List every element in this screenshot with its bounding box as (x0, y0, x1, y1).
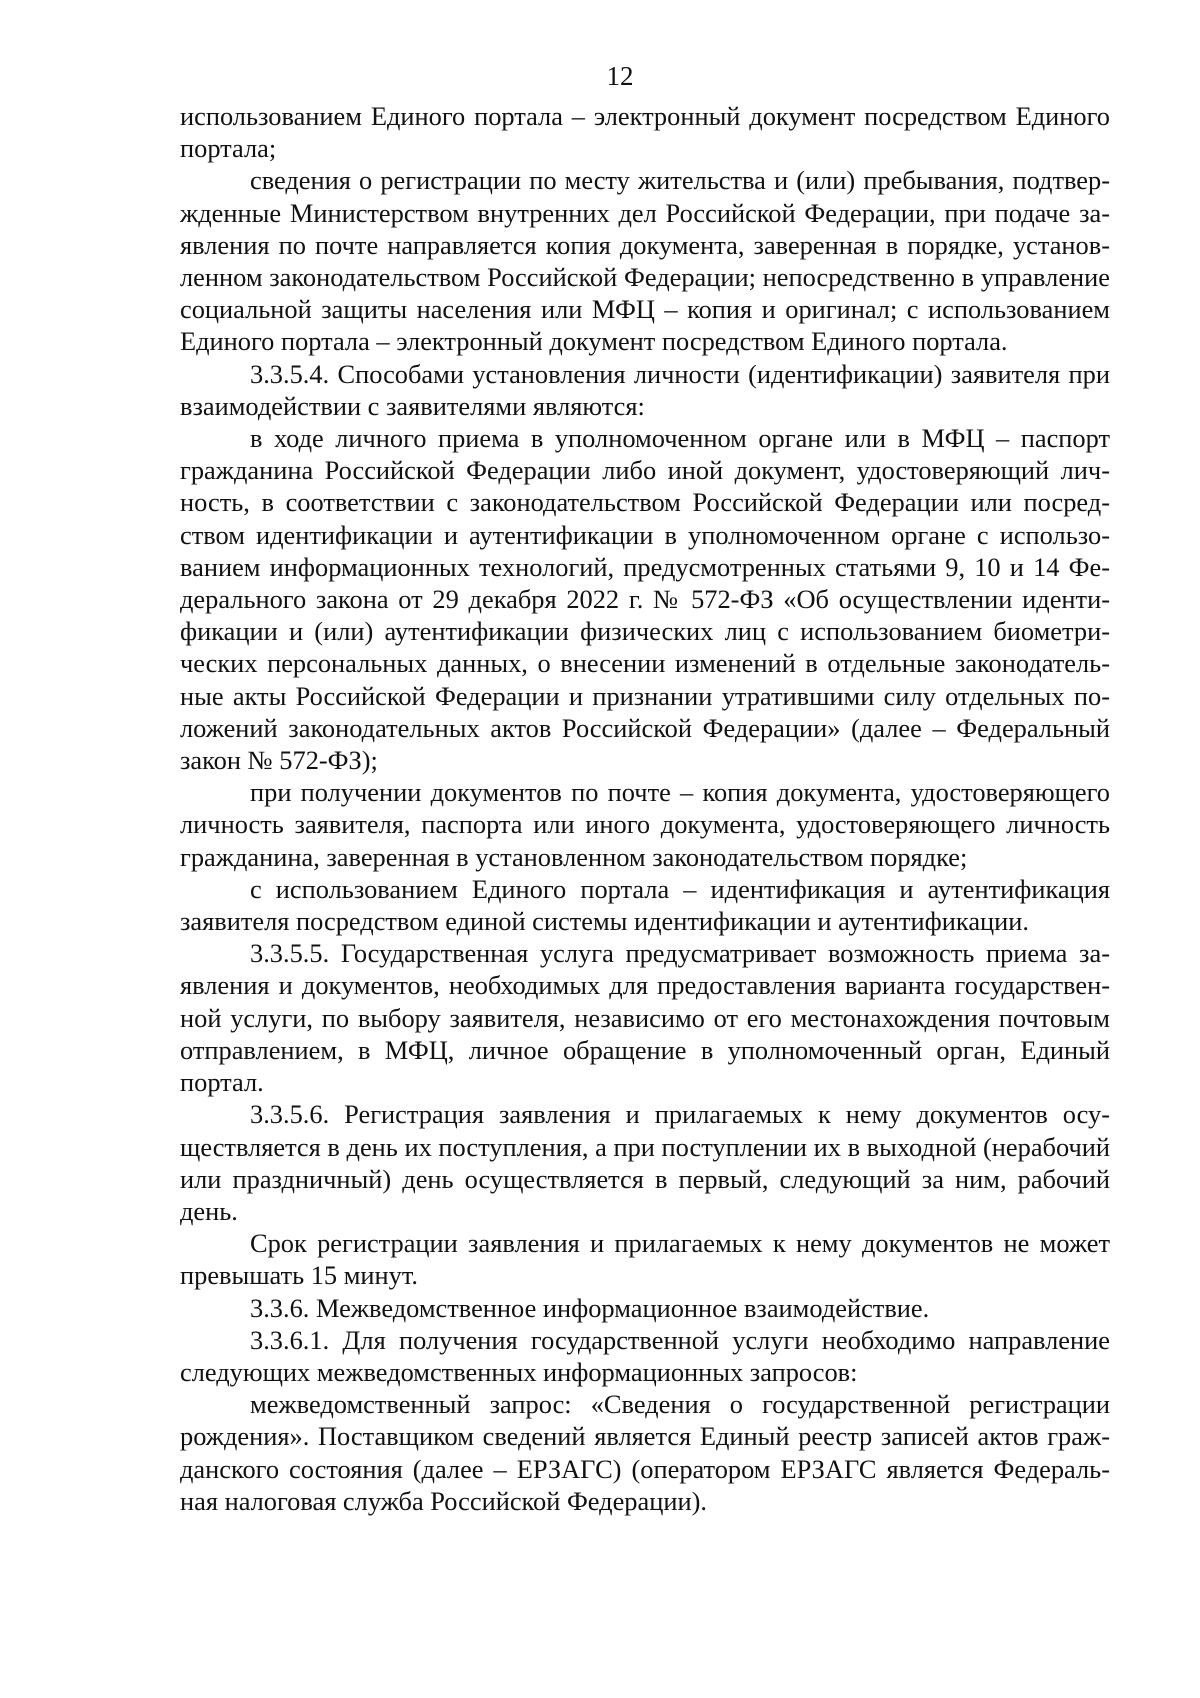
document-body (180, 100, 1110, 1517)
paragraph-10: 3.3.6. Межведомственное информационное взаимодействие. (250, 1292, 930, 1323)
paragraph-7: 3.3.5.5. Государственная услуга предусматривает возможность приема заявления и документов, необходимых для предоставления варианта государственной услуги, по выбору заявителя, независимо от его местонахождения почтовым отправлением, в МФЦ, личное обращение в уполномоченный орган, Единый портал. (180, 938, 1110, 1098)
paragraph-12: межведомственный запрос: «Сведения о государственной регистрации рождения». Поставщиком сведений является Единый реестр записей актов гражданского состояния (далее – ЕРЗАГС) (оператором ЕРЗАГС является Федеральная налоговая служба Российской Федерации). (180, 1389, 1110, 1516)
paragraph-4: в ходе личного приема в уполномоченном органе или в МФЦ – паспорт гражданина Российской Федерации либо иной документ, удостоверяющий личность, в соответствии с законодательством Российской Федерации или посредством идентификации и аутентификации в уполномоченном органе с использованием информационных технологий, предусмотренных статьями 9, 10 и 14 Федерального закона от 29 декабря 2022 г. № 572-ФЗ «Об осуществлении идентификации и (или) аутентификации физических лиц с использованием биометрических персональных данных, о внесении изменений в отдельные законодательные акты Российской Федерации и признании утратившими силу отдельных положений законодательных актов Российской Федерации» (далее – Федеральный закон № 572-ФЗ); (180, 423, 1110, 776)
paragraph-5: при получении документов по почте – копия документа, удостоверяющего личность заявителя, паспорта или иного документа, удостоверяющего личность гражданина, заверенная в установленном законодательством порядке; (180, 777, 1110, 872)
paragraph-1: использованием Единого портала – электронный документ посредством Единого портала; (180, 101, 1110, 164)
paragraph-9: Срок регистрации заявления и прилагаемых к нему документов не может превышать 15 минут. (180, 1228, 1110, 1291)
paragraph-8: 3.3.5.6. Регистрация заявления и прилагаемых к нему документов осуществляется в день их поступления, а при поступлении их в выходной (нерабочий или праздничный) день осуществляется в первый, следующий за ним, рабочий день. (180, 1099, 1110, 1226)
paragraph-11: 3.3.6.1. Для получения государственной услуги необходимо направление следующих межведомственных информационных запросов: (180, 1324, 1110, 1387)
paragraph-3: 3.3.5.4. Способами установления личности (идентификации) заявителя при взаимодействии с заявителями являются: (180, 358, 1110, 421)
page-number: 12 (606, 61, 634, 91)
paragraph-6: с использованием Единого портала – идентификация и аутентификация заявителя посредством единой системы идентификации и аутентификации. (180, 873, 1110, 937)
paragraph-2: сведения о регистрации по месту жительства и (или) пребывания, подтвержденные Министерством внутренних дел Российской Федерации, при подаче заявления по почте направляется копия документа, заверенная в порядке, установленном законодательством Российской Федерации; непосредственно в управление социальной защиты населения или МФЦ – копия и оригинал; с использованием Единого портала – электронный документ посредством Единого портала. (180, 165, 1110, 357)
